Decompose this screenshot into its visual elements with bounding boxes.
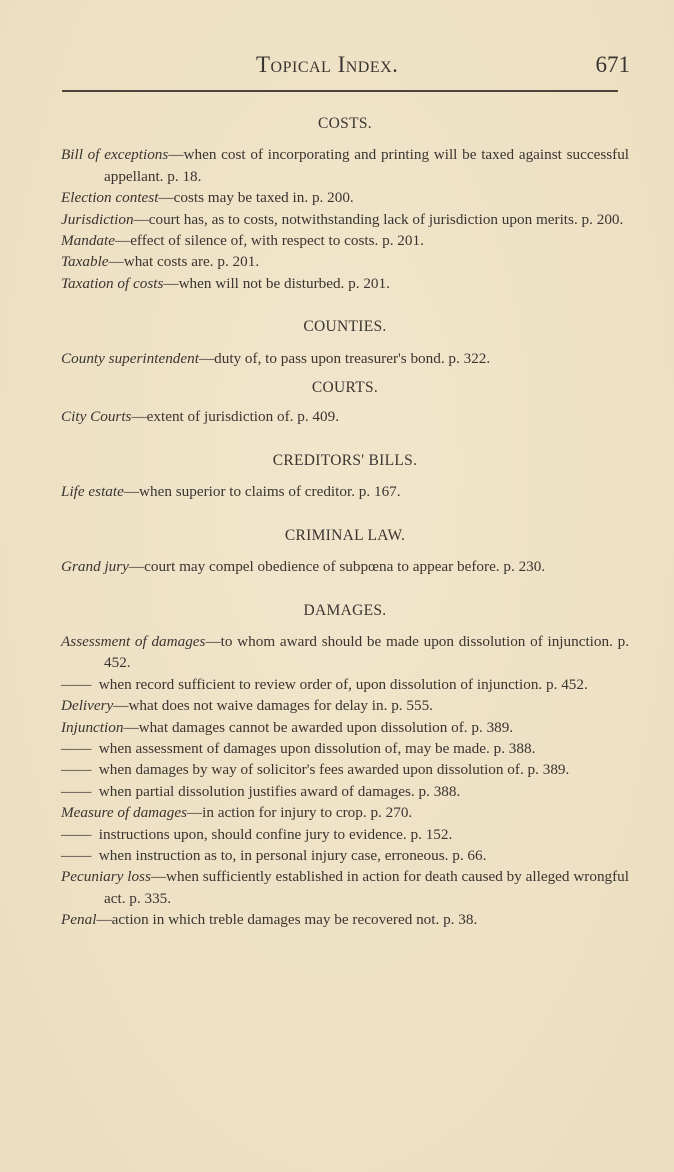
index-entry [61, 144, 629, 187]
index-entry [61, 781, 629, 802]
entry-term: Assessment of damages [61, 632, 206, 650]
entry-text: —when cost of incorporating and printing will be taxed against successful appellant. p. 18. [104, 146, 630, 185]
entry-text: when partial dissolution justifies award of damages. p. 388. [98, 782, 461, 800]
running-title: Topical Index. [256, 52, 399, 77]
section-heading: CRIMINAL LAW. [284, 526, 406, 544]
entry-term: Jurisdiction [61, 210, 134, 228]
entry-text: —what damages cannot be awarded upon dissolution of. p. 389. [123, 718, 514, 736]
entry-text: —action in which treble damages may be recovered not. p. 38. [96, 911, 478, 929]
entry-term: Measure of damages [61, 804, 187, 822]
entry-term: Grand jury [61, 558, 129, 576]
entry-term: Injunction [61, 718, 124, 736]
entry-text: when instruction as to, in personal injury case, erroneous. p. 66. [98, 846, 487, 864]
section-heading: DAMAGES. [303, 601, 387, 619]
index-content [61, 113, 629, 931]
index-entry [61, 209, 629, 230]
entry-term: Taxation of costs [61, 274, 164, 292]
entry-text: —duty of, to pass upon treasurer's bond. p. 322. [198, 349, 491, 367]
entry-text: —costs may be taxed in. p. 200. [158, 189, 354, 207]
entry-text: —court has, as to costs, notwithstanding lack of jurisdiction upon merits. p. 200. [133, 210, 624, 228]
index-entry [61, 845, 629, 866]
entry-term: Election contest [61, 189, 159, 207]
ditto-dash: —— [61, 761, 92, 779]
entry-text: instructions upon, should confine jury to evidence. p. 152. [98, 825, 453, 843]
entry-text: —when sufficiently established in action for death caused by alleged wrongful act. p. 335. [104, 868, 629, 907]
entry-term: City Courts [61, 408, 132, 426]
entry-text: —what does not waive damages for delay in. p. 555. [113, 697, 433, 715]
header-rule [62, 90, 618, 92]
index-entry [61, 674, 629, 695]
index-entry [61, 556, 629, 577]
entry-text: when assessment of damages upon dissolution of, may be made. p. 388. [98, 739, 536, 757]
entry-text: —in action for injury to crop. p. 270. [186, 804, 413, 822]
entry-text: —what costs are. p. 201. [108, 253, 260, 271]
index-entry [61, 802, 629, 823]
index-entry [61, 695, 629, 716]
entry-text: —when superior to claims of creditor. p. 167. [123, 483, 401, 501]
entry-term: Life estate [61, 483, 124, 501]
page-header [60, 52, 630, 82]
ditto-dash: —— [61, 846, 92, 864]
index-entry [61, 481, 629, 502]
entry-text: —effect of silence of, with respect to costs. p. 201. [115, 232, 424, 250]
entry-term: County superintendent [61, 349, 199, 367]
page-number: 671 [595, 52, 630, 77]
index-entry [61, 759, 629, 780]
index-entry [61, 909, 629, 930]
index-entry [61, 824, 629, 845]
index-entry [61, 866, 629, 909]
entry-text: —when will not be disturbed. p. 201. [163, 274, 390, 292]
index-entry [61, 251, 629, 272]
ditto-dash: —— [61, 782, 92, 800]
ditto-dash: —— [61, 675, 92, 693]
entry-term: Delivery [61, 697, 114, 715]
index-entry [61, 631, 629, 674]
index-entry [61, 738, 629, 759]
ditto-dash: —— [61, 739, 92, 757]
entry-term: Penal [61, 911, 97, 929]
entry-text: when record sufficient to review order of, upon dissolution of injunction. p. 452. [98, 675, 588, 693]
section-heading: COURTS. [311, 379, 379, 397]
section-heading: CREDITORS' BILLS. [272, 451, 418, 469]
entry-text: —court may compel obedience of subpœna to appear before. p. 230. [128, 558, 546, 576]
ditto-dash: —— [61, 825, 92, 843]
section-heading: COUNTIES. [303, 318, 387, 336]
entry-term: Mandate [61, 232, 115, 250]
entry-term: Pecuniary loss [61, 868, 151, 886]
index-entry [61, 230, 629, 251]
entry-term: Taxable [61, 253, 109, 271]
entry-text: when damages by way of solicitor's fees awarded upon dissolution of. p. 389. [98, 761, 570, 779]
entry-term: Bill of exceptions [61, 146, 169, 164]
index-entry [61, 717, 629, 738]
index-entry [61, 187, 629, 208]
index-entry [61, 348, 629, 369]
index-entry [61, 406, 629, 427]
section-heading: COSTS. [318, 115, 372, 132]
entry-text: —to whom award should be made upon dissolution of injunction. p. 452. [104, 632, 629, 672]
entry-text: —extent of jurisdiction of. p. 409. [131, 408, 339, 426]
index-entry [61, 273, 629, 294]
